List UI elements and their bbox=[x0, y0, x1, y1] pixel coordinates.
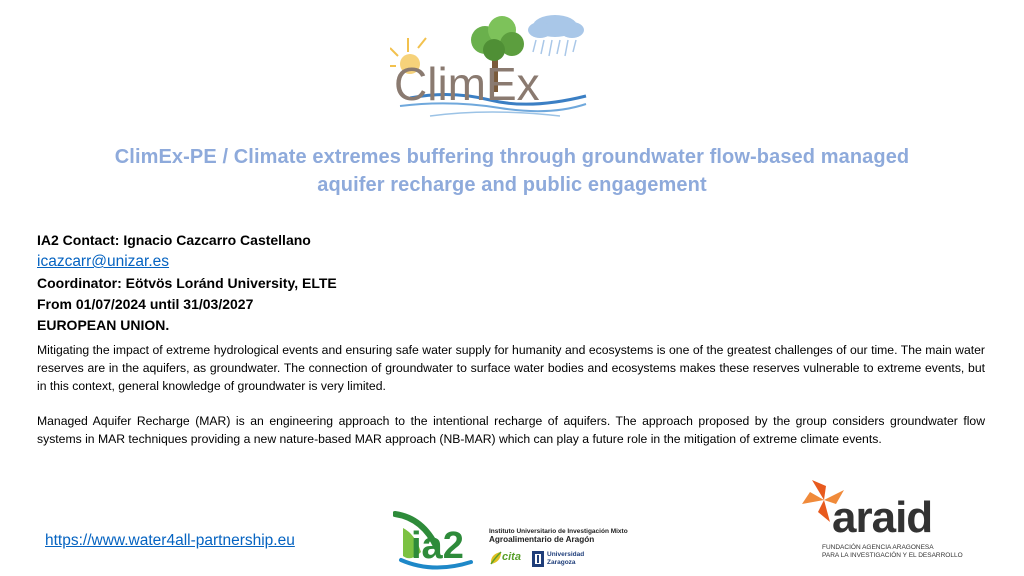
title-line-2: aquifer recharge and public engagement bbox=[317, 174, 707, 196]
araid-subtitle-line2: PARA LA INVESTIGACIÓN Y EL DESARROLLO bbox=[822, 552, 963, 559]
university-line2: Zaragoza bbox=[547, 558, 576, 566]
ia2-contact: IA2 Contact: Ignacio Cazcarro Castellano bbox=[37, 232, 311, 248]
funder: EUROPEAN UNION. bbox=[37, 317, 170, 333]
ia2-mark-icon bbox=[393, 508, 485, 572]
climex-logo bbox=[390, 12, 588, 124]
cita-logo bbox=[489, 549, 525, 567]
ia2-institute-line2: Agroalimentario de Aragón bbox=[489, 535, 595, 544]
ia2-logo bbox=[393, 508, 628, 572]
ia2-institute-name bbox=[489, 528, 628, 544]
ia2-partner-logos bbox=[489, 549, 613, 571]
university-zaragoza-logo bbox=[531, 549, 613, 571]
climex-tree-rain-river-logo-icon bbox=[390, 12, 588, 124]
araid-subtitle bbox=[822, 544, 963, 560]
university-shield-icon bbox=[531, 550, 545, 568]
contact-block bbox=[37, 230, 637, 336]
ia2-institute-line1: Instituto Universitario de Investigación Mixto bbox=[489, 528, 628, 535]
cita-leaf-icon bbox=[489, 550, 503, 566]
coordinator: Coordinator: Eötvös Loránd University, ELTE bbox=[37, 275, 337, 291]
university-label bbox=[547, 551, 584, 566]
title-line-1: ClimEx-PE / Climate extremes buffering through groundwater flow-based managed bbox=[114, 146, 910, 168]
water4all-link[interactable]: https://www.water4all-partnership.eu bbox=[45, 532, 295, 549]
araid-subtitle-line1: FUNDACIÓN AGENCIA ARAGONESA bbox=[822, 544, 934, 551]
araid-wordmark: araid bbox=[832, 493, 933, 542]
university-line1: Universidad bbox=[547, 551, 585, 558]
description-paragraph-2: Managed Aquifer Recharge (MAR) is an engineering approach to the intentional recharge of aquifers. The approach proposed by the group considers groundwater flow systems in MAR techniques providing a new nature-based MAR approach (NB-MAR) which can play a future role in the mitigation of extreme climate events. bbox=[37, 414, 985, 446]
svg-text:ClimEx: ClimEx bbox=[394, 58, 540, 110]
page-title bbox=[40, 143, 984, 199]
project-dates: From 01/07/2024 until 31/03/2027 bbox=[37, 296, 254, 312]
cita-label: cita bbox=[502, 551, 521, 563]
svg-text:ia2: ia2 bbox=[411, 525, 464, 567]
description-paragraph-1: Mitigating the impact of extreme hydrological events and ensuring safe water supply for humanity and ecosystems is one of the greatest challenges of our time. The main water reserves are in the aquifers, as groundwater. The connection of groundwater to surface water bodies and ecosystems makes these reserves vulnerable to extreme events, but in this context, general knowledge of groundwater is very limited. bbox=[37, 343, 985, 393]
email-link[interactable]: icazcarr@unizar.es bbox=[37, 253, 170, 270]
araid-logo bbox=[800, 478, 970, 566]
